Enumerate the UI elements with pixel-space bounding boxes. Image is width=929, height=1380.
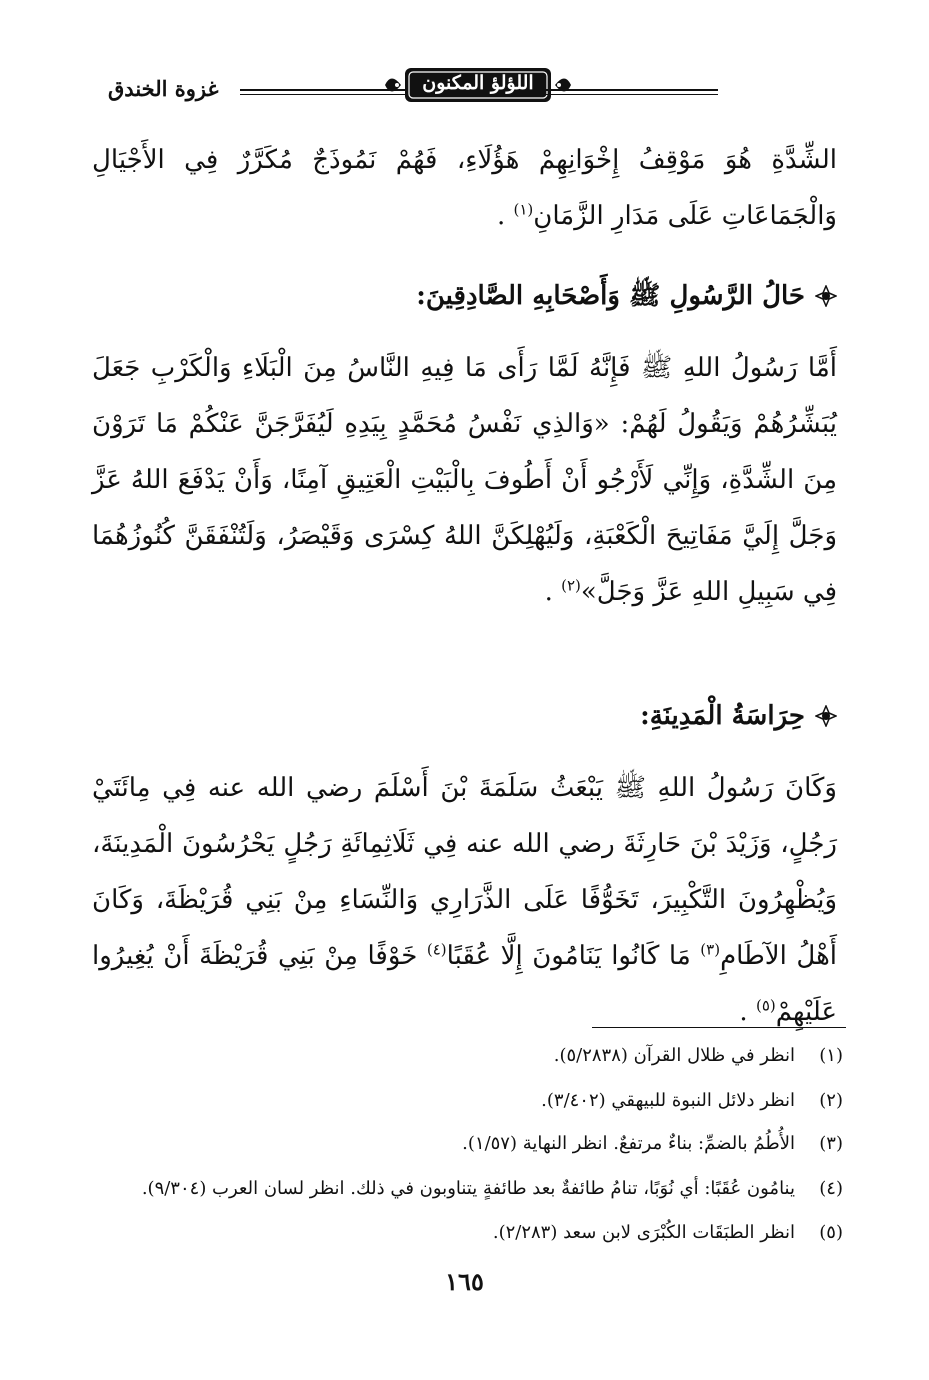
footnote-text: انظر دلائل النبوة للبيهقي (٣/٤٠٢). — [541, 1090, 795, 1111]
footnote-ref-1[interactable]: (١) — [513, 200, 534, 219]
footnote-text: الأُطُمُ بالضمِّ: بناءٌ مرتفعٌ. انظر النهاية (١/٥٧). — [462, 1133, 795, 1154]
footnote-number: (٢) — [819, 1090, 843, 1111]
footnote-ref-4[interactable]: (٤) — [426, 940, 447, 959]
paragraph-3-end: . — [739, 997, 748, 1027]
section-heading-2-text: حِرَاسَةُ الْمَدِينَةِ: — [640, 701, 805, 731]
footnote-text: انظر في ظلال القرآن (٥/٢٨٣٨). — [553, 1045, 795, 1066]
paragraph-1-end: . — [496, 201, 506, 231]
paragraph-3-text-c: خَوْفًا مِنْ بَنِي قُرَيْظَةَ أَنْ يُغِيرُوا عَلَيْهِمْ — [92, 941, 837, 1027]
section-heading-2 — [92, 696, 837, 736]
footnote-number: (٥) — [819, 1222, 843, 1243]
book-title: اللؤلؤ المكنون — [422, 72, 534, 94]
footnote-ref-5[interactable]: (٥) — [755, 996, 776, 1015]
footnote-2 — [73, 1088, 843, 1114]
paragraph-3 — [92, 760, 837, 1040]
rosette-icon — [815, 705, 837, 727]
book-title-cartouche — [383, 62, 573, 108]
paragraph-2-end: . — [544, 577, 553, 607]
footnote-number: (٣) — [819, 1133, 843, 1154]
footnote-5 — [73, 1220, 843, 1246]
paragraph-1-text: الشِّدَّةِ هُوَ مَوْقِفُ إِخْوَانِهِمْ هَؤُلَاءِ، فَهُمْ نَمُوذَجٌ مُكَرَّرٌ فِي الأَجْيَالِ وَالْجَمَاعَاتِ عَلَى مَدَارِ الزَّمَانِ — [92, 145, 837, 231]
footnote-separator — [592, 1027, 846, 1028]
header-rule-right — [538, 89, 718, 91]
section-heading-1 — [92, 276, 837, 316]
footnote-number: (١) — [819, 1045, 843, 1066]
paragraph-2 — [92, 340, 837, 620]
footnote-1 — [73, 1043, 843, 1069]
footnote-3 — [73, 1131, 843, 1157]
footnote-text: ينامُون عُقَبًا: أي نُوَبًا، تنامُ طائفةٌ بعد طائفةٍ يتناوبون في ذلك. انظر لسان العرب (٩/٣٠٤). — [141, 1178, 795, 1199]
page-header — [108, 58, 848, 120]
footnote-4 — [73, 1176, 843, 1202]
paragraph-3-text-a: وَكَانَ رَسُولُ اللهِ ﷺ يَبْعَثُ سَلَمَةَ بْنَ أَسْلَمَ رضي الله عنه فِي مِائَتَيْ رَجُلٍ، وَزَيْدَ بْنَ حَارِثَةَ رضي الله عنه فِي ثَلَاثِمِائَةِ رَجُلٍ يَحْرُسُونَ الْمَدِينَةَ، وَيُظْهِرُونَ التَّكْبِيرَ، تَخَوُّفًا عَلَى الذَّرَارِي وَالنِّسَاءِ مِنْ بَنِي قُرَيْظَةَ، وَكَانَ أَهْلُ الآطَامِ — [92, 773, 837, 971]
footnote-number: (٤) — [819, 1178, 843, 1199]
paragraph-1 — [92, 132, 837, 244]
footnote-text: انظر الطبَقَات الكُبْرَى لابن سعد (٢/٢٨٣). — [492, 1222, 795, 1243]
chapter-title: غزوة الخندق — [108, 76, 219, 101]
footnote-ref-3[interactable]: (٣) — [700, 940, 721, 959]
footnote-ref-2[interactable]: (٢) — [561, 576, 581, 595]
section-heading-1-text: حَالُ الرَّسُولِ ﷺ وَأَصْحَابِهِ الصَّادِقِينَ: — [416, 281, 805, 311]
page-number: ١٦٥ — [445, 1267, 484, 1296]
rosette-icon — [815, 285, 837, 307]
paragraph-3-text-b: مَا كَانُوا يَنَامُونَ إِلَّا عُقَبًا — [446, 941, 701, 971]
paragraph-2-text: أَمَّا رَسُولُ اللهِ ﷺ فَإِنَّهُ لَمَّا رَأَى مَا فِيهِ النَّاسُ مِنَ الْبَلَاءِ وَالْكَرْبِ جَعَلَ يُبَشِّرُهُمْ وَيَقُولُ لَهُمْ: «وَالذِي نَفْسُ مُحَمَّدٍ بِيَدِهِ لَيُفَرَّجَنَّ عَنْكُمْ مَا تَرَوْنَ مِنَ الشِّدَّةِ، وَإِنِّي لَأَرْجُو أَنْ أَطُوفَ بِالْبَيْتِ الْعَتِيقِ آمِنًا، وَأَنْ يَدْفَعَ اللهُ عَزَّ وَجَلَّ إِلَيَّ مَفَاتِيحَ الْكَعْبَةِ، وَلَيُهْلِكَنَّ اللهُ كِسْرَى وَقَيْصَرُ، وَلَتُنْفَقَنَّ كُنُوزُهُمَا فِي سَبِيلِ اللهِ عَزَّ وَجَلَّ» — [92, 353, 837, 607]
